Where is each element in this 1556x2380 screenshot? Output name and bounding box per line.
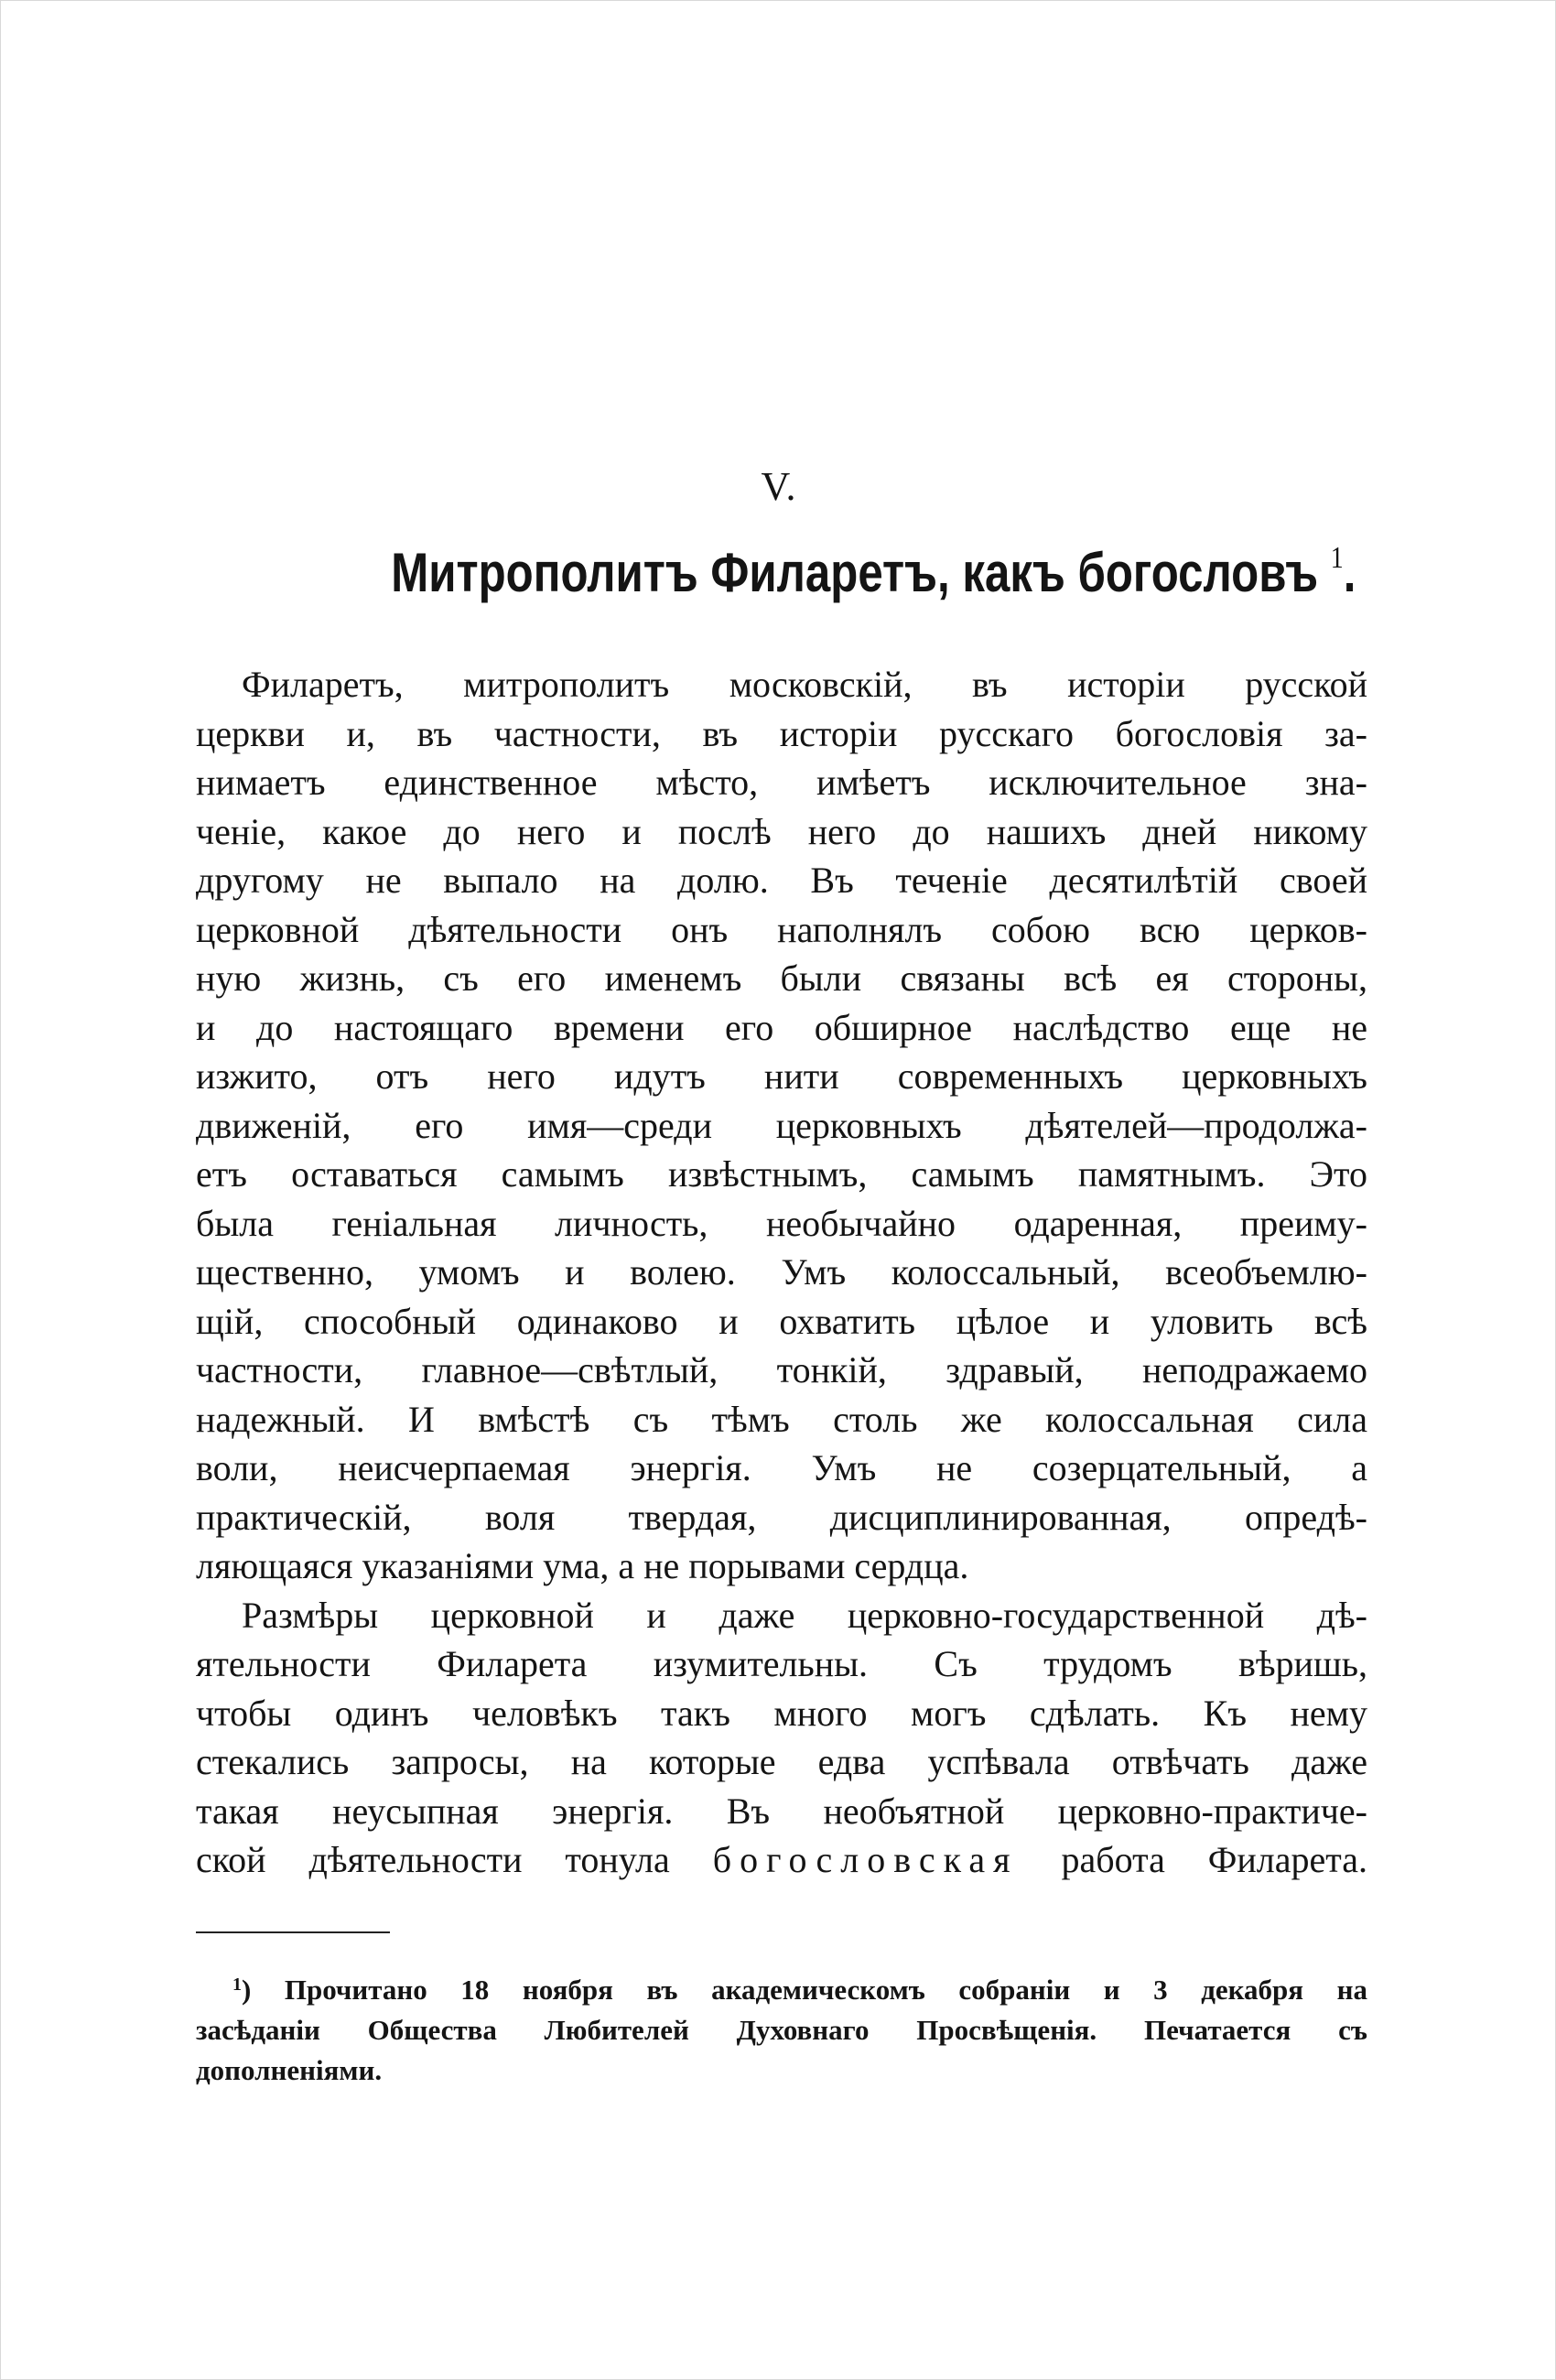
text-line: движеній, его имя—среди церковныхъ дѣятелей—продолжа- <box>196 1104 1367 1146</box>
text-line: стекались запросы, на которые едва успѣвала отвѣчать даже <box>196 1741 1367 1782</box>
text-line: надежный. И вмѣстѣ съ тѣмъ столь же колоссальная сила <box>196 1398 1367 1440</box>
text-line: другому не выпало на долю. Въ теченіе десятилѣтій своей <box>196 860 1367 901</box>
text-line: Размѣры церковной и даже церковно-государственной дѣ- <box>242 1594 1367 1636</box>
text-line: церкви и, въ частности, въ исторіи русскаго богословія за- <box>196 712 1367 754</box>
text-line: нимаетъ единственное мѣсто, имѣетъ исключительное зна- <box>196 762 1367 803</box>
footnote-line <box>196 1964 1367 2010</box>
title-footnote-mark: 1 <box>1330 541 1344 575</box>
paragraph-1 <box>196 660 1367 1591</box>
text-line: изжито, отъ него идутъ нити современныхъ церковныхъ <box>196 1055 1367 1097</box>
footnote-line: засѣданіи Общества Любителей Духовнаго Просвѣщенія. Печатается съ <box>196 2014 1367 2046</box>
chapter-title-text: Митрополитъ Филаретъ, какъ богословъ <box>391 542 1331 603</box>
footnote-line-text: ) Прочитано 18 ноября въ академическомъ собраніи и 3 декабря на <box>242 1974 1367 2006</box>
text-line: ную жизнь, съ его именемъ были связаны всѣ ея стороны, <box>196 957 1367 999</box>
text-line: была геніальная личность, необычайно одаренная, преиму- <box>196 1202 1367 1244</box>
text-line: частности, главное—свѣтлый, тонкій, здравый, неподражаемо <box>196 1349 1367 1390</box>
footnote-divider <box>196 1931 390 1933</box>
text-line: ятельности Филарета изумительны. Съ трудомъ вѣришь, <box>196 1643 1367 1684</box>
paragraph-2 <box>196 1591 1367 1885</box>
text-line: воли, неисчерпаемая энергія. Умъ не созерцательный, а <box>196 1447 1367 1488</box>
chapter-title <box>391 541 1356 604</box>
footnote <box>196 1964 1367 2091</box>
spaced-emphasis: богословская <box>712 1839 1019 1880</box>
text-line: щій, способный одинаково и охватить цѣлое и уловить всѣ <box>196 1300 1367 1342</box>
text-line: церковной дѣятельности онъ наполнялъ собою всю церков- <box>196 908 1367 950</box>
text-line: такая неусыпная энергія. Въ необъятной церковно-практиче- <box>196 1790 1367 1832</box>
text-line: ченіе, какое до него и послѣ него до нашихъ дней никому <box>196 810 1367 852</box>
text-line <box>196 1835 1367 1885</box>
text-line-part: работа Филарета. <box>1018 1839 1368 1880</box>
text-line: и до настоящаго времени его обширное наслѣдство еще не <box>196 1006 1367 1048</box>
text-line: щественно, умомъ и волею. Умъ колоссальный, всеобъемлю- <box>196 1251 1367 1293</box>
footnote-line: дополненіями. <box>196 2054 383 2086</box>
text-line: Филаретъ, митрополитъ московскій, въ исторіи русской <box>242 664 1367 705</box>
text-line: чтобы одинъ человѣкъ такъ много могъ сдѣлать. Къ нему <box>196 1692 1367 1734</box>
chapter-number: V. <box>761 464 797 509</box>
text-line-part: ской дѣятельности тонула <box>196 1839 713 1880</box>
text-line: ляющаяся указаніями ума, а не порывами сердца. <box>196 1545 969 1586</box>
body-text <box>196 660 1367 1885</box>
footnote-mark: 1 <box>232 1974 242 1995</box>
title-suffix: . <box>1343 542 1356 603</box>
text-line: практическій, воля твердая, дисциплинированная, опредѣ- <box>196 1496 1367 1538</box>
text-line: етъ оставаться самымъ извѣстнымъ, самымъ памятнымъ. Это <box>196 1153 1367 1195</box>
